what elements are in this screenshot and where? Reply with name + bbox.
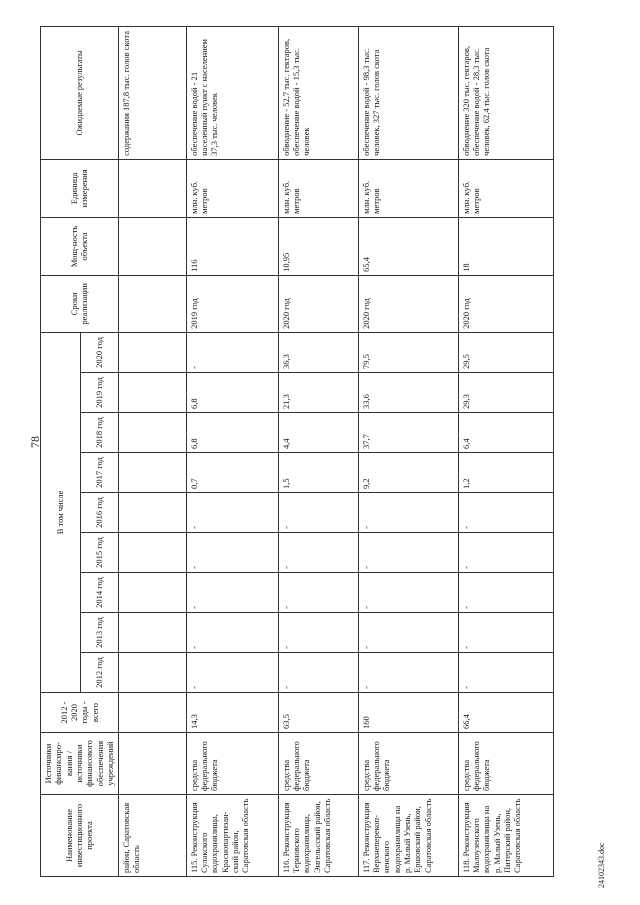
cell-year: 6,4 [458,413,553,453]
cell-source [118,733,186,795]
rotated-table-container [40,27,590,877]
cell-terms: 2020 год [458,275,553,332]
cell-terms: 2020 год [278,275,358,332]
cell-year: 6,8 [186,413,278,453]
cell-name: 117. Реконструкция Верхнеперекоп-ненского водохранилища на р. Малый Узень, Ершовский район, Саратовская область [358,795,458,877]
investment-projects-table [40,26,554,877]
cell-year: - [458,573,553,613]
cell-year: 9,2 [358,453,458,493]
cell-name: район, Саратовская область [118,795,186,877]
cell-year: 37,7 [358,413,458,453]
cell-year: - [278,533,358,573]
cell-results: обводнение 320 тыс. гектаров, обеспечение водой - 28,3 тыс. человек, 62,4 тыс. голов скота [458,26,553,159]
cell-year: - [278,493,358,533]
cell-year [118,373,186,413]
header-year: 2020 год [80,332,118,372]
cell-results: содержания 187,8 тыс. голов скота [118,26,186,159]
cell-year: - [186,653,278,693]
cell-year: - [186,332,278,372]
cell-year: 1,2 [458,453,553,493]
header-terms: Сроки реализации [41,275,119,332]
cell-year: - [358,493,458,533]
cell-capacity: 65,4 [358,217,458,275]
cell-year: - [278,613,358,653]
cell-year: - [458,613,553,653]
cell-unit [118,159,186,217]
cell-source: средства федерального бюджета [458,733,553,795]
table-row [186,26,278,876]
cell-year: - [278,653,358,693]
header-year: 2012 год [80,653,118,693]
cell-unit: млн. куб. метров [278,159,358,217]
cell-total [118,693,186,733]
cell-year: - [278,573,358,613]
table-row [118,26,186,876]
cell-year: - [186,613,278,653]
cell-year: 29,3 [458,373,553,413]
cell-year: - [186,493,278,533]
cell-year: 33,6 [358,373,458,413]
cell-year: - [458,653,553,693]
cell-unit: млн. куб. метров [458,159,553,217]
table-row [278,26,358,876]
cell-total: 63,5 [278,693,358,733]
cell-name: 115. Реконструкция Сулакского водохранилища, Краснопартизан-ский район, Саратовская область [186,795,278,877]
cell-terms: 2019 год [186,275,278,332]
header-year: 2013 год [80,613,118,653]
header-results: Ожидаемые результаты [41,26,119,159]
cell-year: 79,5 [358,332,458,372]
header-year: 2017 год [80,453,118,493]
header-name: Наименование инвестиционного проекта [41,795,119,877]
cell-capacity: 116 [186,217,278,275]
cell-total: 160 [358,693,458,733]
header-source: Источники финансиро-вания / источники финансового обеспечения учреждений [41,733,119,795]
cell-year: - [358,573,458,613]
header-year: 2019 год [80,373,118,413]
cell-results: обводнение - 52,7 тыс. гектаров, обеспечение водой - 15,3 тыс. человек [278,26,358,159]
cell-year [118,533,186,573]
cell-year [118,653,186,693]
cell-year: 0,7 [186,453,278,493]
page-number: 78 [28,436,42,448]
cell-unit: млн. куб. метров [358,159,458,217]
cell-year: - [358,533,458,573]
cell-year [118,573,186,613]
header-unit: Единица измерения [41,159,119,217]
cell-results: обеспечение водой - 21 населенный пункт с населением 37,3 тыс. человек [186,26,278,159]
cell-source: средства федерального бюджета [186,733,278,795]
cell-year [118,332,186,372]
table-row [358,26,458,876]
cell-total: 14,3 [186,693,278,733]
header-including: В том числе [41,332,81,692]
cell-year: 36,3 [278,332,358,372]
cell-year [118,493,186,533]
document-reference: 24102343.doc [597,842,606,888]
header-year: 2014 год [80,573,118,613]
header-total: 2012 - 2020 годы - всего [41,693,119,733]
cell-year: 21,3 [278,373,358,413]
cell-year: - [358,653,458,693]
cell-source: средства федерального бюджета [358,733,458,795]
header-year: 2018 год [80,413,118,453]
cell-results: обеспечение водой - 98,3 тыс. человек, 327 тыс. голов скота [358,26,458,159]
cell-source: средства федерального бюджета [278,733,358,795]
cell-year: - [358,613,458,653]
cell-year [118,413,186,453]
cell-capacity: 18 [458,217,553,275]
cell-year: 4,4 [278,413,358,453]
cell-year: 29,5 [458,332,553,372]
cell-terms: 2020 год [358,275,458,332]
header-capacity: Мощ-ность объекта [41,217,119,275]
cell-unit: млн. куб. метров [186,159,278,217]
cell-capacity: 10,95 [278,217,358,275]
cell-terms [118,275,186,332]
cell-year: - [458,533,553,573]
table-row [458,26,553,876]
cell-name: 118. Реконструкция Малоузенского водохранилища на р. Малый Узень, Питерский район, Саратовская область [458,795,553,877]
cell-total: 66,4 [458,693,553,733]
header-year: 2016 год [80,493,118,533]
cell-year: - [458,493,553,533]
cell-capacity [118,217,186,275]
cell-year: - [186,533,278,573]
cell-year [118,613,186,653]
cell-year: 1,5 [278,453,358,493]
cell-name: 116. Реконструкция Терновского водохранилища, Энгельсский район, Саратовская область [278,795,358,877]
header-year: 2015 год [80,533,118,573]
cell-year: - [186,573,278,613]
cell-year [118,453,186,493]
cell-year: 6,8 [186,373,278,413]
